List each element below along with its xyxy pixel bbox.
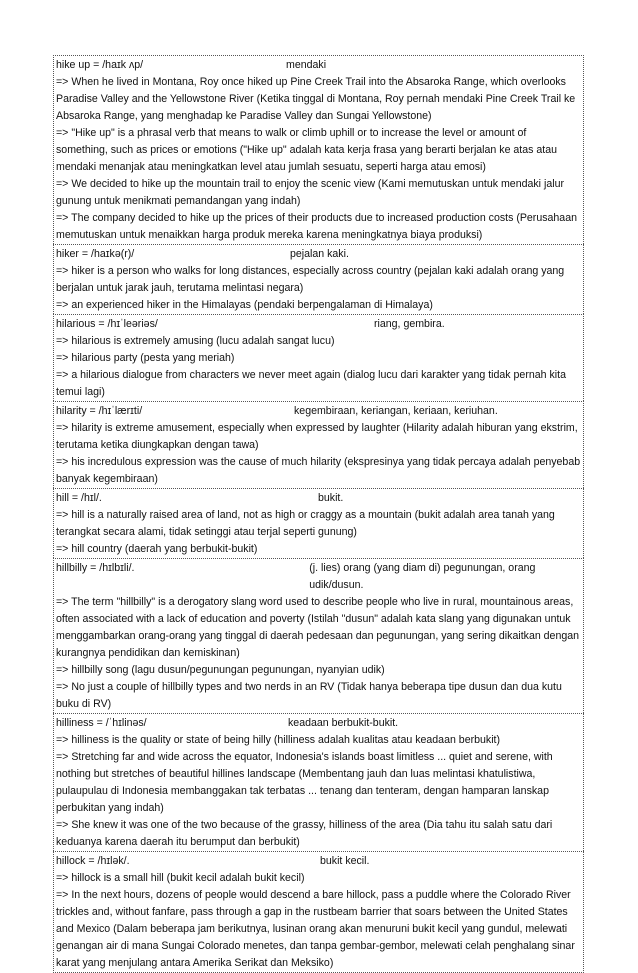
entry-header	[56, 403, 581, 420]
example-line: => his incredulous expression was the cause of much hilarity (ekspresinya yang tidak percaya adalah penyebab banyak kegembiraan)	[56, 456, 581, 485]
entry-gloss: (j. lies) orang (yang diam di) pegunungan, orang udik/dusun.	[309, 562, 536, 591]
entry-term: hilarity = /hɪˈlærɪti/	[56, 405, 143, 417]
entry-hike-up	[53, 55, 584, 244]
example-line: => hilarious party (pesta yang meriah)	[56, 352, 235, 364]
example-line: => "Hike up" is a phrasal verb that means to walk or climb uphill or to increase the level or amount of something, such as prices or emotions ("Hike up" adalah kata kerja frasa yang berarti berjalan ke atas atau mendaki menanjak atau meningkatkan level atau jumlah sesuatu, seperti harga atau emosi)	[56, 127, 557, 173]
entry-header	[56, 560, 581, 594]
example-line: => hilliness is the quality or state of being hilly (hilliness adalah kualitas atau keadaan berbukit)	[56, 734, 501, 746]
example-line: => The term "hillbilly" is a derogatory slang word used to describe people who live in rural, mountainous areas, often associated with a lack of education and poverty (Istilah "dusun" adalah kata slang yang digunakan untuk menggambarkan orang-orang yang tinggal di daerah pedesaan dan pegunungan, yang sering dikaitkan dengan kurangnya pendidikan dan kemiskinan)	[56, 596, 580, 659]
entry-term: hilarious = /hɪˈleəriəs/	[56, 318, 158, 330]
example-line: => hill country (daerah yang berbukit-bukit)	[56, 543, 258, 555]
example-line: => When he lived in Montana, Roy once hiked up Pine Creek Trail into the Absaroka Range, which overlooks Paradise Valley and the Yellowstone River (Ketika tinggal di Montana, Roy pernah mendaki Pine Creek Trail ke Absaroka Range, yang menghadap ke Paradise Valley dan Sungai Yellowstone)	[56, 76, 576, 122]
entry-header	[56, 490, 581, 507]
example-line: => Stretching far and wide across the equator, Indonesia's islands boast limitless ... quiet and serene, with nothing but stretches of beautiful hillines landscape (Membentang jauh dan luas melintasi khatulistiwa, pulaupulau di Indonesia membanggakan tak terbatas ... tenang dan tenteram, dengan hamparan lanskap perbukitan yang indah)	[56, 751, 553, 814]
example-line: => hillock is a small hill (bukit kecil adalah bukit kecil)	[56, 872, 305, 884]
example-line: => hill is a naturally raised area of land, not as high or craggy as a mountain (bukit adalah area tanah yang terangkat secara alami, tidak setinggi atau terjal seperti gunung)	[56, 509, 555, 538]
entry-gloss: keadaan berbukit-bukit.	[288, 717, 399, 729]
glossary-document	[53, 55, 584, 973]
example-line: => a hilarious dialogue from characters we never meet again (dialog lucu dari karakter yang tidak pernah kita temui lagi)	[56, 369, 566, 398]
entry-term: hiker = /haɪkə(r)/	[56, 248, 135, 260]
entry-header	[56, 316, 581, 333]
entry-gloss: bukit kecil.	[320, 855, 370, 867]
entry-gloss: kegembiraan, keriangan, keriaan, keriuhan.	[294, 405, 498, 417]
entry-hill	[53, 488, 584, 558]
entry-hilliness	[53, 713, 584, 851]
entry-hillock	[53, 851, 584, 973]
entry-gloss: pejalan kaki.	[290, 248, 349, 260]
entry-term: hilliness = /ˈhɪlinəs/	[56, 717, 147, 729]
example-line: => hiker is a person who walks for long distances, especially across country (pejalan kaki adalah orang yang berjalan untuk jarak jauh, terutama melintasi negara)	[56, 265, 565, 294]
entry-header	[56, 715, 581, 732]
example-line: => hilarious is extremely amusing (lucu adalah sangat lucu)	[56, 335, 335, 347]
entry-term: hillbilly = /hɪlbɪli/.	[56, 562, 135, 574]
entry-header	[56, 57, 581, 74]
example-line: => an experienced hiker in the Himalayas (pendaki berpengalaman di Himalaya)	[56, 299, 433, 311]
entry-header	[56, 853, 581, 870]
entry-term: hill = /hɪl/.	[56, 492, 102, 504]
entry-hilarious	[53, 314, 584, 401]
example-line: => No just a couple of hillbilly types and two nerds in an RV (Tidak hanya beberapa tipe dusun dan dua kutu buku di RV)	[56, 681, 562, 710]
entry-gloss: bukit.	[318, 492, 344, 504]
entry-header	[56, 246, 581, 263]
entry-hillbilly	[53, 558, 584, 713]
example-line: => The company decided to hike up the prices of their products due to increased production costs (Perusahaan memutuskan untuk menaikkan harga produk mereka karena meningkatnya biaya produksi)	[56, 212, 577, 241]
entry-hiker	[53, 244, 584, 314]
entry-term: hillock = /hɪlək/.	[56, 855, 130, 867]
entry-hilarity	[53, 401, 584, 488]
example-line: => She knew it was one of the two because of the grassy, hilliness of the area (Dia tahu itu salah satu dari keduanya karena daerah itu berumput dan berbukit)	[56, 819, 553, 848]
entry-gloss: riang, gembira.	[374, 318, 445, 330]
entry-term: hike up = /haɪk ʌp/	[56, 59, 144, 71]
example-line: => hilarity is extreme amusement, especially when expressed by laughter (Hilarity adalah hiburan yang ekstrim, terutama ketika diungkapkan dengan tawa)	[56, 422, 578, 451]
example-line: => hillbilly song (lagu dusun/pegunungan pegunungan, nyanyian udik)	[56, 664, 385, 676]
example-line: => In the next hours, dozens of people would descend a bare hillock, pass a puddle where the Colorado River trickles and, without fanfare, pass through a gap in the rustbeam barrier that soars between the United States and Mexico (Dalam beberapa jam berikutnya, lusinan orang akan menuruni bukit kecil yang gundul, melewati genangan air di mana Sungai Colorado menetes, dan tanpa gembar-gembor, melewati celah penghalang sinar karat yang menjulang antara Amerika Serikat dan Meksiko)	[56, 889, 575, 969]
entry-gloss: mendaki	[286, 59, 327, 71]
example-line: => We decided to hike up the mountain trail to enjoy the scenic view (Kami memutuskan untuk mendaki jalur gunung untuk menikmati pemandangan yang indah)	[56, 178, 564, 207]
